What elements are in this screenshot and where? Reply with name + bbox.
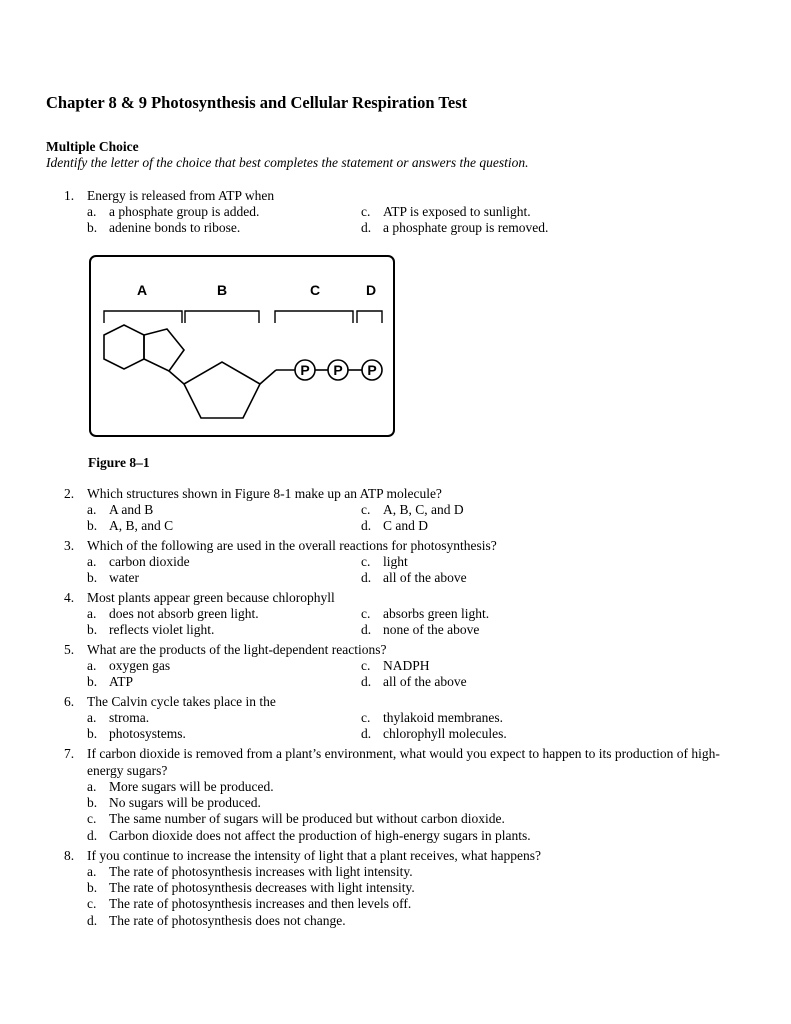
question-number: 7. (64, 746, 75, 761)
choice-1c (361, 204, 531, 221)
choice-8d (87, 913, 346, 930)
choice-3d (361, 570, 467, 587)
choice-1d (361, 220, 548, 237)
choice-text: none of the above (383, 622, 480, 637)
choice-letter: b. (87, 726, 98, 741)
bracket-d (357, 311, 382, 323)
phosphate-1-label: P (300, 362, 310, 378)
choice-letter: b. (87, 880, 98, 895)
adenine-ribose-bond (169, 371, 184, 384)
question-number: 5. (64, 642, 75, 657)
choice-6c (361, 710, 503, 727)
choice-text: photosystems. (109, 726, 186, 741)
choice-4b (87, 622, 214, 639)
choice-letter: d. (361, 518, 372, 533)
bracket-c (275, 311, 353, 323)
ribose-phosphate-bond (260, 370, 276, 384)
choice-2c (361, 502, 464, 519)
choice-7b (87, 795, 261, 812)
choice-letter: b. (87, 518, 98, 533)
choice-letter: b. (87, 674, 98, 689)
phosphate-2-label: P (333, 362, 343, 378)
choice-letter: d. (361, 220, 372, 235)
label-a: A (136, 282, 148, 298)
choice-text: reflects violet light. (109, 622, 215, 637)
choice-letter: a. (87, 658, 97, 673)
choice-5c (361, 658, 430, 675)
choice-letter: c. (361, 204, 371, 219)
choice-text: all of the above (383, 674, 467, 689)
choice-letter: a. (87, 606, 97, 621)
instructions: Identify the letter of the choice that best completes the statement or answers the question. (46, 155, 529, 170)
choice-letter: d. (87, 913, 98, 928)
choice-text: The rate of photosynthesis does not change. (109, 913, 346, 928)
choice-8a (87, 864, 413, 881)
figure-caption: Figure 8–1 (88, 455, 150, 470)
choice-letter: d. (361, 726, 372, 741)
choice-5b (87, 674, 133, 691)
choice-text: The rate of photosynthesis decreases with light intensity. (109, 880, 415, 895)
choice-letter: c. (361, 710, 371, 725)
choice-letter: a. (87, 204, 97, 219)
choice-letter: a. (87, 710, 97, 725)
question-stem: Which of the following are used in the overall reactions for photosynthesis? (87, 538, 497, 553)
choice-text: oxygen gas (109, 658, 171, 673)
choice-text: A, B, C, and D (383, 502, 464, 517)
choice-letter: c. (361, 658, 371, 673)
choice-7d (87, 828, 531, 845)
question-number: 6. (64, 694, 75, 709)
choice-text: does not absorb green light. (109, 606, 259, 621)
choice-letter: d. (361, 674, 372, 689)
bracket-a (104, 311, 182, 323)
choice-5d (361, 674, 467, 691)
question-stem: If you continue to increase the intensity of light that a plant receives, what happens? (87, 848, 541, 863)
choice-4c (361, 606, 489, 623)
choice-5a (87, 658, 170, 675)
choice-2d (361, 518, 428, 535)
question-number: 1. (64, 188, 75, 203)
question-stem: Most plants appear green because chlorophyll (87, 590, 335, 605)
five-ring (144, 329, 184, 371)
six-ring (104, 325, 144, 369)
question-stem: Energy is released from ATP when (87, 188, 275, 203)
choice-8c (87, 896, 411, 913)
adenine-structure (104, 325, 184, 371)
phosphate-3-label: P (367, 362, 377, 378)
choice-text: A, B, and C (109, 518, 174, 533)
choice-6d (361, 726, 507, 743)
brackets (104, 311, 382, 323)
choice-3c (361, 554, 408, 571)
choice-7a (87, 779, 274, 796)
phosphate-chain (276, 360, 382, 380)
choice-letter: c. (87, 811, 97, 826)
choice-text: No sugars will be produced. (109, 795, 261, 810)
choice-text: NADPH (383, 658, 430, 673)
choice-3b (87, 570, 139, 587)
label-d: D (365, 282, 377, 298)
choice-text: The rate of photosynthesis increases and then levels off. (109, 896, 412, 911)
choice-letter: a. (87, 864, 97, 879)
choice-letter: a. (87, 502, 97, 517)
choice-letter: a. (87, 779, 97, 794)
choice-8b (87, 880, 415, 897)
question-number: 3. (64, 538, 75, 553)
choice-6a (87, 710, 149, 727)
question-stem: If carbon dioxide is removed from a plant’s environment, what would you expect to happen to its production of high-energy sugars? (87, 746, 720, 778)
choice-3a (87, 554, 190, 571)
choice-4d (361, 622, 479, 639)
choice-letter: b. (87, 622, 98, 637)
atp-figure (89, 255, 395, 437)
choice-text: light (383, 554, 408, 569)
choice-letter: c. (361, 502, 371, 517)
page-title: Chapter 8 & 9 Photosynthesis and Cellular Respiration Test (46, 93, 468, 112)
choice-text: ATP is exposed to sunlight. (383, 204, 531, 219)
choice-text: ATP (109, 674, 134, 689)
question-number: 8. (64, 848, 75, 863)
choice-text: The rate of photosynthesis increases with light intensity. (109, 864, 413, 879)
question-number: 4. (64, 590, 75, 605)
choice-text: Carbon dioxide does not affect the production of high-energy sugars in plants. (109, 828, 531, 843)
choice-6b (87, 726, 186, 743)
choice-letter: d. (361, 622, 372, 637)
choice-letter: c. (361, 554, 371, 569)
choice-letter: a. (87, 554, 97, 569)
choice-text: all of the above (383, 570, 467, 585)
choice-text: A and B (109, 502, 154, 517)
choice-4a (87, 606, 259, 623)
choice-7c (87, 811, 505, 828)
choice-letter: b. (87, 795, 98, 810)
choice-text: carbon dioxide (109, 554, 190, 569)
choice-text: water (109, 570, 139, 585)
choice-2a (87, 502, 153, 519)
choice-text: More sugars will be produced. (109, 779, 274, 794)
choice-text: thylakoid membranes. (383, 710, 503, 725)
choice-letter: d. (361, 570, 372, 585)
choice-text: a phosphate group is removed. (383, 220, 549, 235)
choice-1a (87, 204, 259, 221)
question-stem: Which structures shown in Figure 8-1 make up an ATP molecule? (87, 486, 442, 501)
choice-1b (87, 220, 240, 237)
choice-letter: c. (87, 896, 97, 911)
label-c: C (309, 282, 321, 298)
choice-text: absorbs green light. (383, 606, 490, 621)
question-number: 2. (64, 486, 75, 501)
choice-letter: d. (87, 828, 98, 843)
choice-text: The same number of sugars will be produced but without carbon dioxide. (109, 811, 505, 826)
choice-text: a phosphate group is added. (109, 204, 260, 219)
choice-letter: c. (361, 606, 371, 621)
choice-2b (87, 518, 173, 535)
bracket-b (185, 311, 259, 323)
choice-letter: b. (87, 220, 98, 235)
question-stem: What are the products of the light-dependent reactions? (87, 642, 387, 657)
choice-text: stroma. (109, 710, 150, 725)
question-stem: The Calvin cycle takes place in the (87, 694, 276, 709)
choice-text: chlorophyll molecules. (383, 726, 507, 741)
choice-letter: b. (87, 570, 98, 585)
label-b: B (216, 282, 228, 298)
ribose-ring (184, 362, 260, 418)
choice-text: adenine bonds to ribose. (109, 220, 241, 235)
choice-text: C and D (383, 518, 428, 533)
section-heading: Multiple Choice (46, 139, 139, 154)
atp-molecule-diagram (91, 257, 393, 435)
